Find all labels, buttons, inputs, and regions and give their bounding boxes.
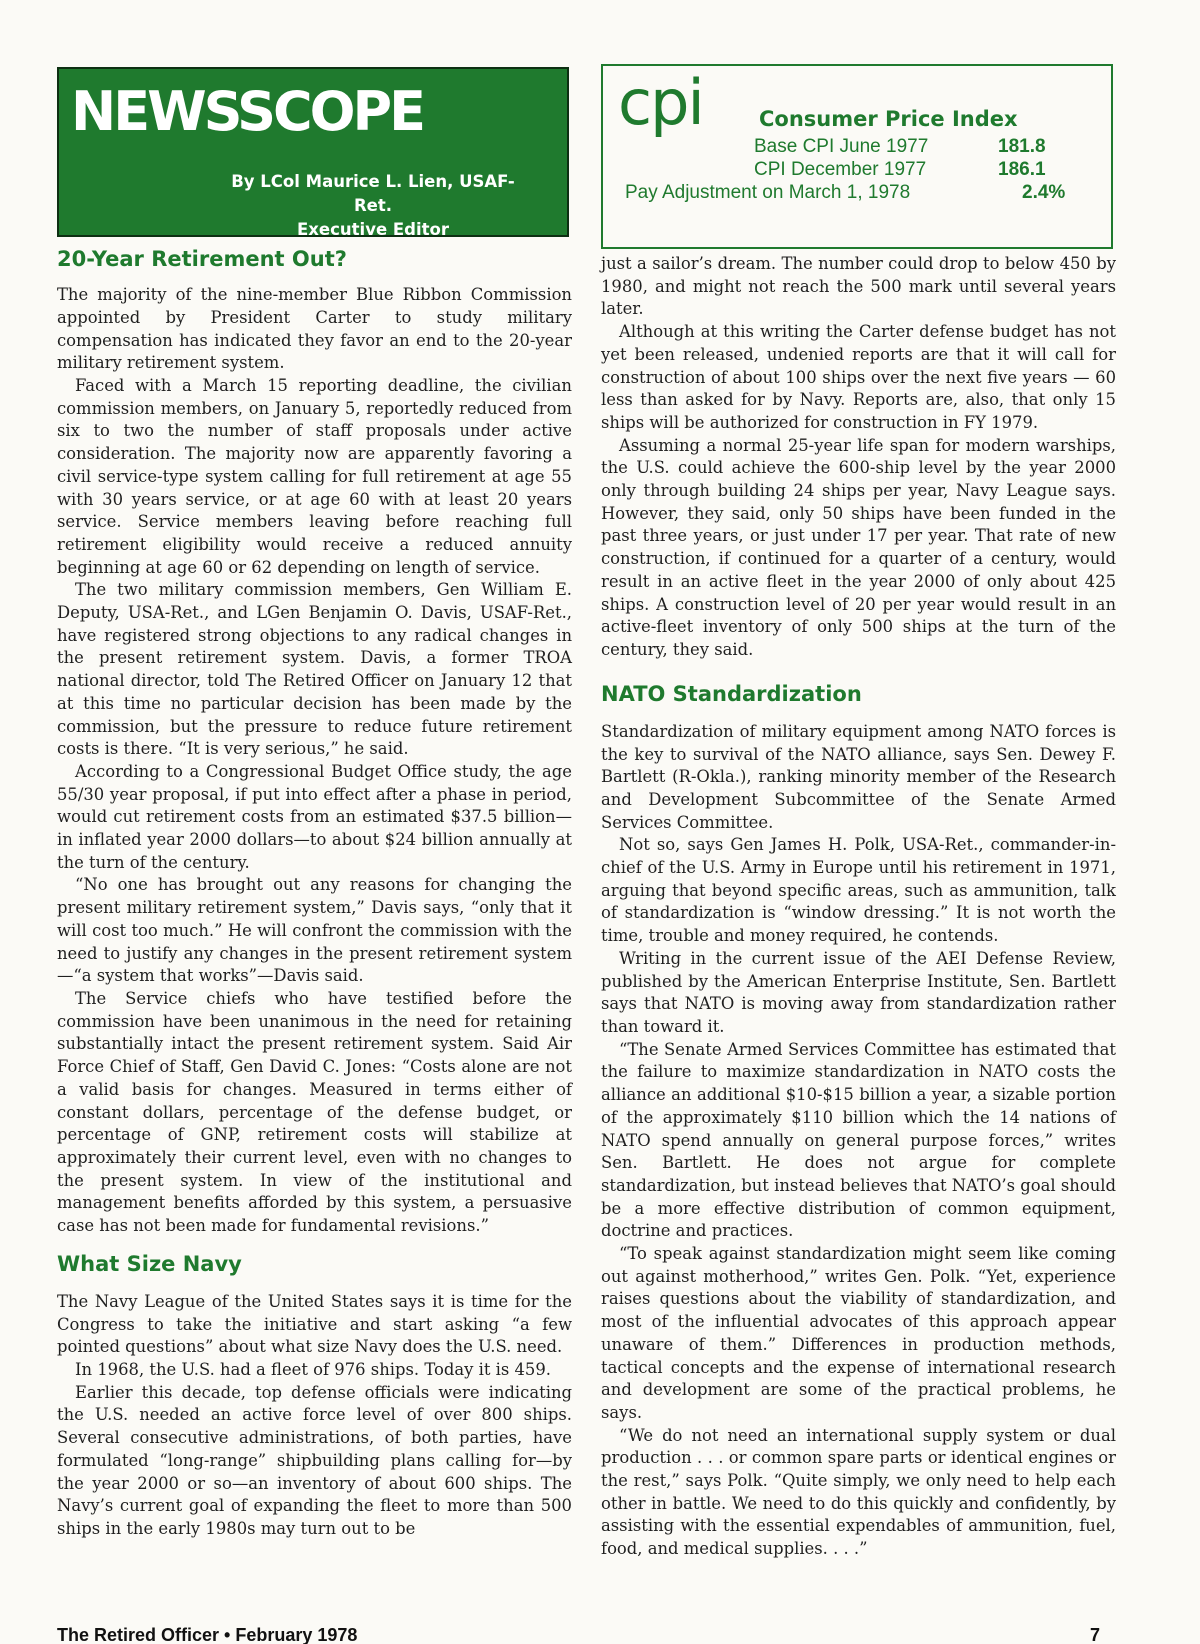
section-heading: NATO Standardization [601, 681, 862, 706]
article-paragraph: The two military commission members, Gen William E. Deputy, USA-Ret., and LGen Benjamin O. Davis, USAF-Ret., have registered strong objections to any radical changes in the present retirement system. Davis, a former TROA national director, told The Retired Officer on January 12 that at this time no particular decision has been made by the commission, but the pressure to reduce future retirement costs is there. “It is very serious,” he said. [57, 580, 572, 759]
article-paragraph: The Service chiefs who have testified before the commission have been unanimous in the need for retaining substantially intact the present retirement system. Said Air Force Chief of Staff, Gen David C. Jones: “Costs alone are not a valid basis for changes. Measured in terms either of constant dollars, percentage of the defense budget, or percentage of GNP, retirement costs will stabilize at approximately their current level, even with no changes to the present system. In view of the institutional and management benefits afforded by this system, a persuasive case has not been made for fundamental revisions.” [57, 988, 572, 1236]
masthead-byline-block [59, 170, 527, 242]
article-paragraph: The Navy League of the United States says it is time for the Congress to take the initiative and start asking “a few pointed questions” about what size Navy does the U.S. need. [57, 1291, 572, 1357]
right-column [601, 253, 1116, 1561]
cpi-box [601, 64, 1113, 249]
article-paragraph: “No one has brought out any reasons for changing the present military retirement system,” Davis says, “only that it will cost too much.” He will confront the commission with the need to justify any changes in the present retirement system—“a system that works”—Davis said. [57, 875, 572, 986]
masthead-byline: By LCol Maurice L. Lien, USAF-Ret. [231, 172, 515, 215]
cpi-row-label: CPI December 1977 [754, 159, 927, 180]
article-paragraph: Not so, says Gen James H. Polk, USA-Ret., commander-in-chief of the U.S. Army in Europe until his retirement in 1971, arguing that beyond specific areas, such as ammunition, talk of standardization is “window dressing.” It is not worth the time, trouble and money required, he contends. [601, 835, 1116, 946]
article-paragraph: Earlier this decade, top defense officials were indicating the U.S. needed an active force level of over 800 ships. Several consecutive administrations, of both parties, have formulated “long-range” shipbuilding plans calling for—by the year 2000 or so—an inventory of about 600 ships. The Navy’s current goal of expanding the fleet to more than 500 ships in the early 1980s may turn out to be [57, 1382, 572, 1538]
article-paragraph: just a sailor’s dream. The number could drop to below 450 by 1980, and might not reach the 500 mark until several years later. [601, 254, 1116, 319]
article-paragraph: “We do not need an international supply system or dual production . . . or common spare parts or identical engines or the rest,” says Polk. “Quite simply, we only need to help each other in battle. We need to do this quickly and confidently, by assisting with the essential expendables of ammunition, fuel, food, and medical supplies. . . .” [601, 1425, 1116, 1559]
cpi-row-value: 181.8 [998, 136, 1046, 157]
article-paragraph: Although at this writing the Carter defense budget has not yet been released, undenied reports are that it will call for construction of about 100 ships over the next five years — 60 less than asked for by Navy. Reports are, also, that only 15 ships will be authorized for construction in FY 1979. [601, 322, 1116, 432]
article-paragraph: In 1968, the U.S. had a fleet of 976 ships. Today it is 459. [75, 1360, 551, 1380]
cpi-row-label: Base CPI June 1977 [754, 136, 929, 157]
article-paragraph: “To speak against standardization might seem like coming out against motherhood,” writes Gen. Polk. “Yet, experience raises questions about the viability of standardization, and most of the influential advocates of this approach appear unaware of them.” Differences in production methods, tactical concepts and the expense of international research and development are some of the practical problems, he says. [601, 1244, 1116, 1422]
article-paragraph: Faced with a March 15 reporting deadline, the civilian commission members, on January 5, reportedly reduced from six to two the number of staff proposals under active consideration. The majority now are apparently favoring a civil service-type system calling for full retirement at age 55 with 30 years service, or at age 60 with at least 20 years service. Service members leaving before reaching full retirement eligibility would receive a reduced annuity beginning at age 60 or 62 depending on length of service. [57, 376, 572, 577]
masthead-role: Executive Editor [297, 219, 449, 239]
section-heading: 20-Year Retirement Out? [57, 247, 347, 271]
cpi-row-value: 186.1 [998, 159, 1046, 180]
section-heading: What Size Navy [57, 1251, 242, 1276]
footer-publication: The Retired Officer • February 1978 [57, 1625, 358, 1644]
article-paragraph: Assuming a normal 25-year life span for modern warships, the U.S. could achieve the 600-ship level by the year 2000 only through building 24 ships per year, Navy League says. However, they said, only 50 ships have been funded in the past three years, or just under 17 per year. That rate of new construction, if continued for a quarter of a century, would result in an active fleet in the year 2000 of only about 425 ships. A construction level of 20 per year would result in an active-fleet inventory of only 500 ships at the turn of the century, they said. [601, 435, 1116, 659]
newsscope-masthead [57, 67, 569, 237]
article-paragraph: “The Senate Armed Services Committee has estimated that the failure to maximize standardization in NATO costs the alliance an additional $10-$15 billion a year, a sizable portion of the approximately $110 billion which the 14 nations of NATO spend annually on general purpose forces,” writes Sen. Bartlett. He does not argue for complete standardization, but instead believes that NATO’s goal should be a more effective distribution of common equipment, doctrine and practices. [601, 1039, 1116, 1241]
article-paragraph: Writing in the current issue of the AEI Defense Review, published by the American Enterprise Institute, Sen. Bartlett says that NATO is moving away from standardization rather than toward it. [601, 948, 1116, 1036]
article-paragraph: Standardization of military equipment among NATO forces is the key to survival of the NATO alliance, says Sen. Dewey F. Bartlett (R-Okla.), ranking minority member of the Research and Development Subcommittee of the Senate Armed Services Committee. [601, 721, 1116, 832]
cpi-logo: cpi [618, 66, 703, 139]
cpi-row-value: 2.4% [1022, 182, 1066, 203]
article-paragraph: The majority of the nine-member Blue Ribbon Commission appointed by President Carter to study military compensation has indicated they favor an end to the 20-year military retirement system. [57, 285, 572, 373]
cpi-heading: Consumer Price Index [759, 107, 1018, 131]
cpi-row-label: Pay Adjustment on March 1, 1978 [625, 182, 911, 203]
left-column [57, 247, 572, 1541]
article-paragraph: According to a Congressional Budget Office study, the age 55/30 year proposal, if put into effect after a phase in period, would cut retirement costs from an estimated $37.5 billion—in inflated year 2000 dollars—to about $24 billion annually at the turn of the century. [57, 761, 572, 872]
masthead-title: NEWSSCOPE [71, 80, 424, 143]
page-number: 7 [1090, 1625, 1101, 1644]
